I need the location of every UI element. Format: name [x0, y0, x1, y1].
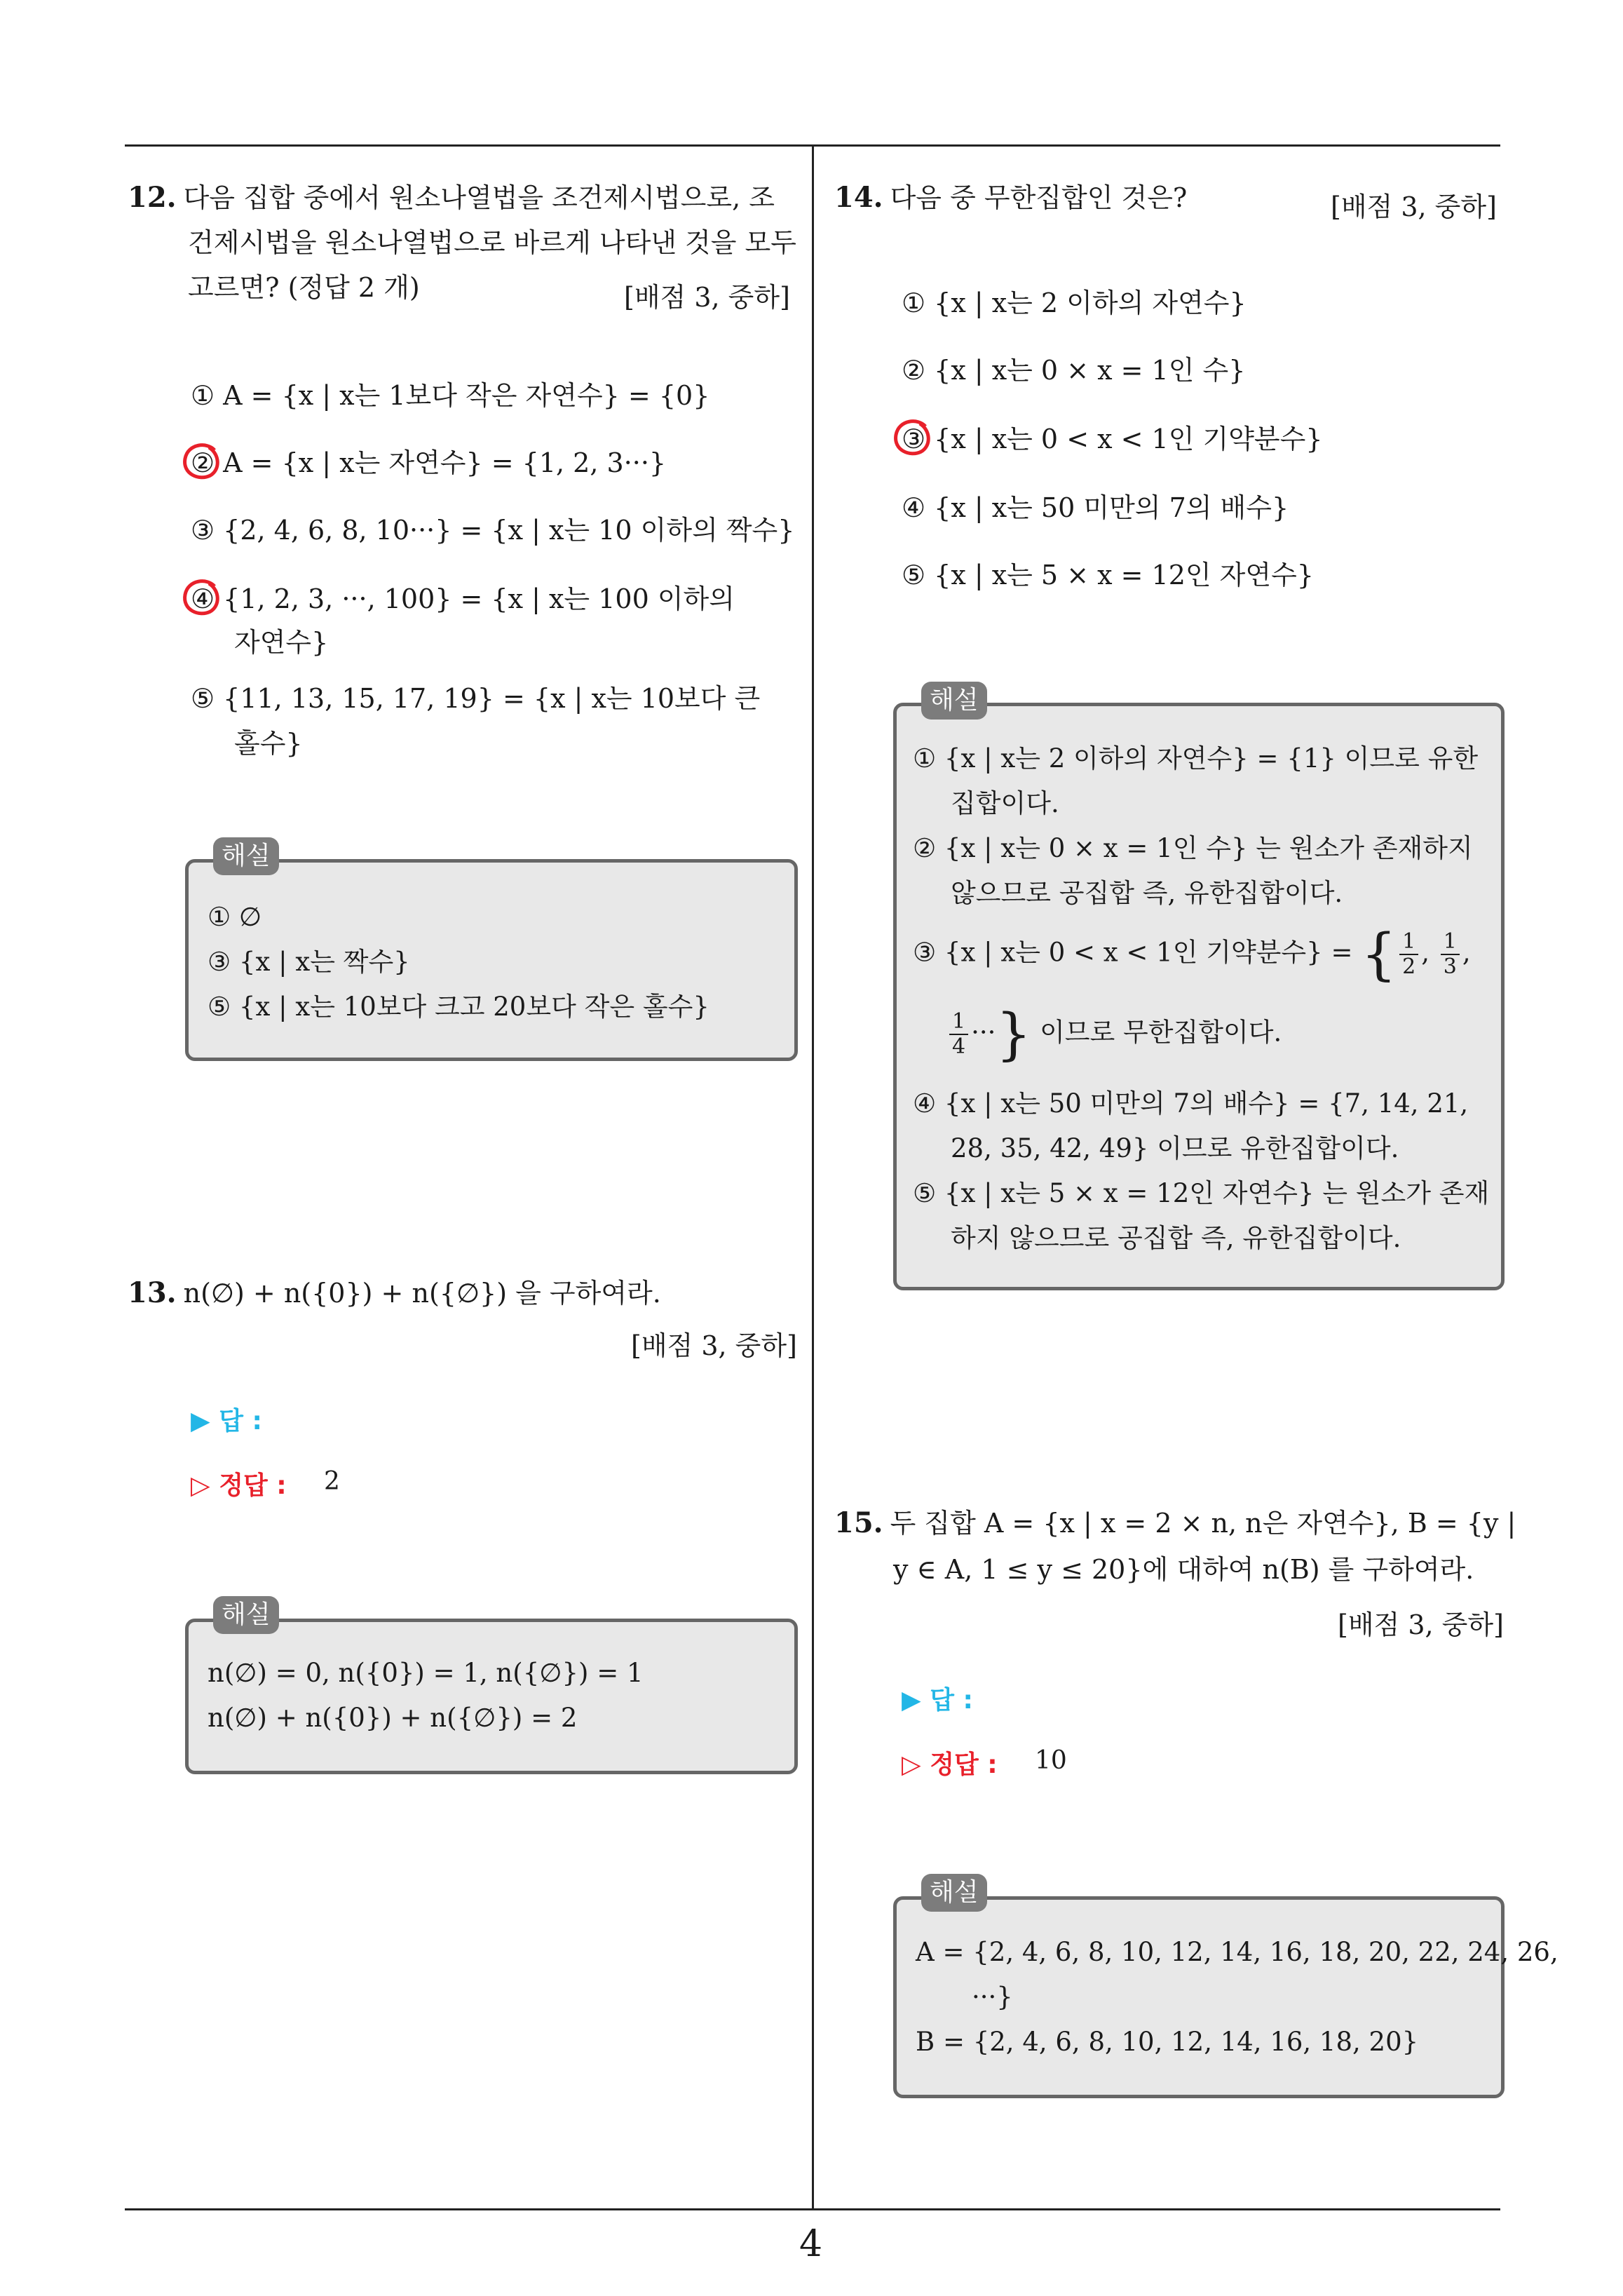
option-1[interactable]: ① {x | x는 2 이하의 자연수}	[902, 288, 1247, 318]
question-12-line-1: 12. 다음 집합 중에서 원소나열법을 조건제시법으로, 조	[128, 181, 775, 214]
answer-label[interactable]: ▶ 답 :	[191, 1407, 262, 1436]
answer-mark-icon	[181, 576, 223, 619]
explanation-line: ① ∅	[208, 902, 262, 932]
fraction: $\frac{1}{2}$	[1399, 930, 1418, 979]
option-5[interactable]: ⑤ {11, 13, 15, 17, 19} = {x | x는 10보다 큰	[191, 683, 761, 714]
question-12-line-2: 건제시법을 원소나열법으로 바르게 나타낸 것을 모두	[188, 227, 796, 258]
score-label: [배점 3, 중하]	[1331, 191, 1497, 222]
option-1[interactable]: ① A = {x | x는 1보다 작은 자연수} = {0}	[191, 380, 710, 411]
explanation-line: 않으므로 공집합 즉, 유한집합이다.	[951, 878, 1343, 908]
score-label: [배점 3, 중하]	[1338, 1609, 1504, 1640]
score-label: [배점 3, 중하]	[631, 1330, 797, 1361]
page-number: 4	[799, 2223, 823, 2265]
option-3[interactable]: ③ {2, 4, 6, 8, 10···} = {x | x는 10 이하의 짝수}	[191, 515, 795, 546]
question-number: 14.	[834, 181, 883, 214]
option-2[interactable]: ② A = {x | x는 자연수} = {1, 2, 3···}	[191, 447, 667, 478]
option-5[interactable]: ⑤ {x | x는 5 × x = 12인 자연수}	[902, 560, 1314, 590]
explanation-line: ⑤ {x | x는 5 × x = 12인 자연수} 는 원소가 존재	[913, 1178, 1490, 1208]
explanation-tag: 해설	[213, 1596, 279, 1634]
explanation-line: A = {2, 4, 6, 8, 10, 12, 14, 16, 18, 20, 22, 24, 26,	[916, 1937, 1559, 1967]
correct-value: 2	[324, 1467, 340, 1496]
column-divider	[812, 146, 814, 2210]
option-3[interactable]: ③ {x | x는 0 < x < 1인 기약분수}	[902, 424, 1323, 454]
question-15-line-2: y ∈ A, 1 ≤ y ≤ 20}에 대하여 n(B) 를 구하여라.	[893, 1554, 1474, 1585]
explanation-line: 하지 않으므로 공집합 즉, 유한집합이다.	[951, 1223, 1401, 1253]
option-4[interactable]: ④ {x | x는 50 미만의 7의 배수}	[902, 492, 1289, 523]
question-number: 12.	[128, 181, 177, 214]
correct-label: ▷ 정답 :	[191, 1471, 287, 1500]
question-number: 13.	[128, 1276, 177, 1309]
answer-label[interactable]: ▶ 답 :	[902, 1686, 973, 1715]
question-12-line-3: 고르면? (정답 2 개)	[188, 272, 420, 303]
question-number: 15.	[834, 1506, 883, 1539]
fraction: $\frac{1}{3}$	[1441, 930, 1460, 979]
explanation-line: ① {x | x는 2 이하의 자연수} = {1} 이므로 유한	[913, 743, 1479, 774]
explanation-tag: 해설	[921, 682, 987, 720]
explanation-tag: 해설	[921, 1874, 987, 1912]
explanation-tag: 해설	[213, 837, 279, 875]
option-5-cont: 홀수}	[234, 728, 303, 759]
bottom-rule	[125, 2208, 1500, 2210]
score-label: [배점 3, 중하]	[624, 282, 790, 313]
answer-mark-icon	[181, 440, 223, 482]
answer-mark-icon	[892, 417, 934, 459]
explanation-line: ③ {x | x는 0 < x < 1인 기약분수} = { $\frac{1}{2}$ , $\frac{1}{3}$ ,	[913, 921, 1471, 987]
correct-value: 10	[1035, 1746, 1067, 1775]
question-15-line-1: 15. 두 집합 A = {x | x = 2 × n, n은 자연수}, B = {y |	[834, 1506, 1516, 1539]
explanation-line: $\frac{1}{4}$ ···} 이므로 무한집합이다.	[946, 1010, 1282, 1059]
explanation-line: ③ {x | x는 짝수}	[208, 947, 410, 977]
explanation-line: ⑤ {x | x는 10보다 크고 20보다 작은 홀수}	[208, 992, 709, 1022]
option-4-cont: 자연수}	[234, 627, 329, 658]
correct-label: ▷ 정답 :	[902, 1750, 998, 1779]
explanation-line: ② {x | x는 0 × x = 1인 수} 는 원소가 존재하지	[913, 833, 1473, 863]
question-14-text: 14. 다음 중 무한집합인 것은?	[834, 181, 1188, 214]
explanation-line: n(∅) = 0, n({0}) = 1, n({∅}) = 1	[208, 1658, 644, 1688]
explanation-line: ④ {x | x는 50 미만의 7의 배수} = {7, 14, 21,	[913, 1088, 1469, 1119]
explanation-line: ···}	[972, 1982, 1013, 2012]
explanation-line: 28, 35, 42, 49} 이므로 유한집합이다.	[951, 1133, 1399, 1163]
explanation-line: 집합이다.	[951, 788, 1059, 818]
option-4[interactable]: ④ {1, 2, 3, ···, 100} = {x | x는 100 이하의	[191, 583, 735, 614]
explanation-line: n(∅) + n({0}) + n({∅}) = 2	[208, 1703, 578, 1733]
question-13-text: 13. n(∅) + n({0}) + n({∅}) 을 구하여라.	[128, 1276, 661, 1309]
option-2[interactable]: ② {x | x는 0 × x = 1인 수}	[902, 355, 1246, 386]
fraction: $\frac{1}{4}$	[949, 1010, 968, 1059]
explanation-line: B = {2, 4, 6, 8, 10, 12, 14, 16, 18, 20}	[916, 2027, 1419, 2057]
